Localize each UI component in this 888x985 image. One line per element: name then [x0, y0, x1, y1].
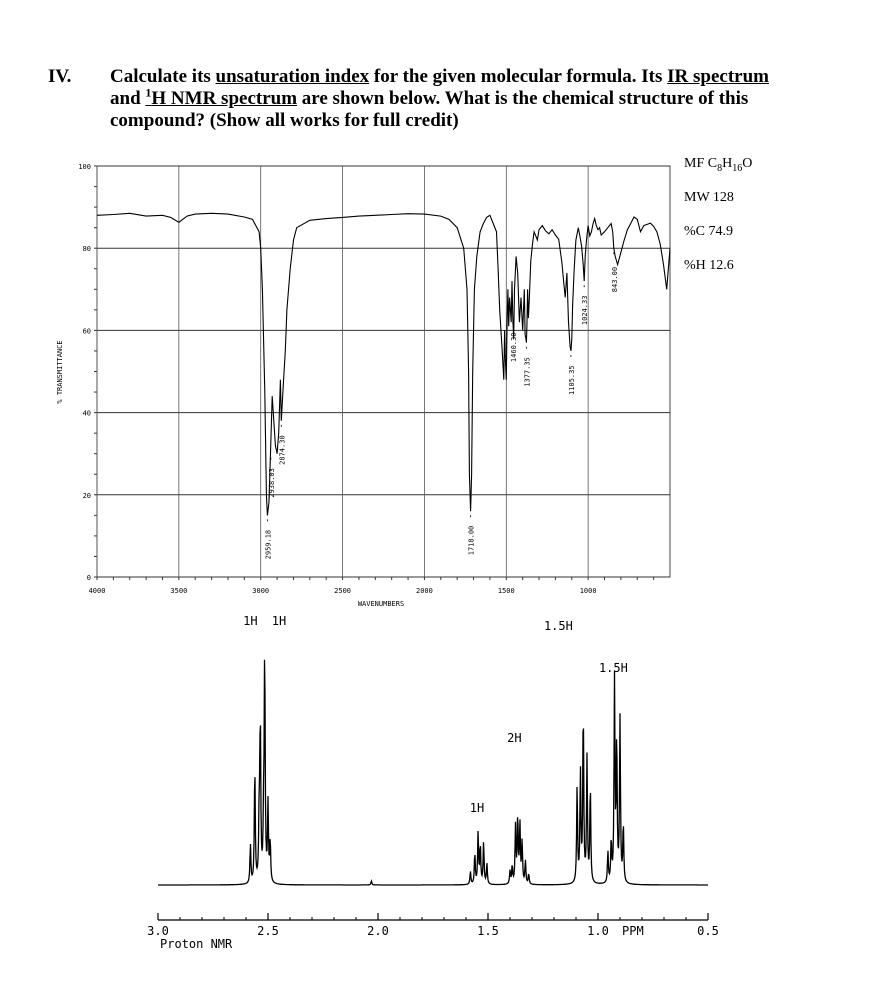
ir-x-tick-label: 3000 — [252, 587, 270, 595]
molecular-weight: MW 128 — [684, 190, 734, 205]
nmr-x-tick-label: 2.5 — [257, 924, 279, 938]
mf-label: MF — [684, 156, 705, 171]
ir-y-tick-label: 60 — [82, 327, 91, 336]
mf-hydrogen-count: 16 — [732, 162, 743, 174]
ir-y-axis-label: % TRANSMITTANCE — [56, 340, 64, 404]
nmr-x-tick-label: 1.0 — [587, 924, 609, 938]
nmr-caption: Proton NMR — [160, 937, 233, 951]
unsaturation-index-term: unsaturation index — [215, 66, 370, 87]
nmr-integration-label: 1H — [469, 801, 485, 815]
hnmr-superscript: 1 — [145, 85, 152, 100]
ir-x-tick-label: 2500 — [334, 587, 352, 595]
question-text-part3: and — [110, 88, 146, 109]
ir-peak-label: 2874.30 — [278, 435, 287, 465]
ir-x-tick-label: 4000 — [88, 587, 106, 595]
ir-peak-label: 1377.35 — [523, 357, 532, 387]
nmr-integration-label: 1H — [271, 614, 287, 628]
ir-peak-label: 2938.03 — [267, 468, 276, 498]
percent-hydrogen: %H 12.6 — [684, 258, 734, 273]
nmr-x-tick-label: 2.0 — [367, 924, 389, 938]
ir-peak-label: 1718.00 — [467, 525, 476, 556]
question-text-part1: Calculate its — [110, 66, 216, 87]
nmr-spectrum-trace — [158, 660, 708, 885]
ir-peak-label: 843.00 — [610, 266, 619, 293]
nmr-x-axis-label: PPM — [622, 924, 644, 938]
nmr-x-tick-label: 1.5 — [477, 924, 499, 938]
hnmr-label: H NMR spectrum — [151, 88, 298, 109]
ir-x-tick-label: 1000 — [579, 587, 597, 595]
ir-y-tick-label: 100 — [78, 163, 91, 171]
question-text-part4: are shown below. What is the chemical structure of this compound? (Show all works for full credit) — [110, 88, 749, 131]
mf-hydrogen: H — [722, 156, 733, 171]
mf-oxygen: O — [742, 156, 753, 171]
mf-carbon: C — [707, 156, 718, 171]
nmr-x-tick-label: 0.5 — [697, 924, 719, 938]
question-text-part2: for the given molecular formula. Its — [369, 66, 668, 87]
ir-y-tick-label: 20 — [82, 491, 91, 500]
nmr-x-tick-label: 3.0 — [147, 924, 169, 938]
ir-spectrum-term: IR spectrum — [667, 66, 770, 87]
ir-x-tick-label: 1500 — [497, 587, 515, 595]
ir-peak-label: 1105.35 — [567, 365, 576, 395]
ir-y-tick-label: 40 — [82, 409, 91, 418]
ir-x-axis-label: WAVENUMBERS — [357, 600, 405, 608]
nmr-integration-label: 2H — [507, 731, 522, 745]
ir-x-tick-label: 3500 — [170, 587, 188, 595]
mf-carbon-count: 8 — [717, 162, 723, 174]
ir-x-tick-label: 2000 — [415, 587, 433, 595]
ir-y-tick-label: 0 — [86, 574, 91, 582]
percent-carbon: %C 74.9 — [684, 224, 733, 239]
ir-peak-label: 2959.18 — [264, 529, 273, 560]
nmr-integration-label: 1.5H — [598, 661, 628, 675]
ir-y-tick-label: 80 — [82, 245, 91, 254]
nmr-integration-label: 1H — [243, 614, 258, 628]
question-number: IV. — [48, 66, 72, 87]
ir-peak-label: 1460.30 — [509, 332, 518, 363]
ir-peak-label: 1024.33 — [581, 295, 590, 326]
nmr-integration-label: 1.5H — [543, 619, 573, 633]
